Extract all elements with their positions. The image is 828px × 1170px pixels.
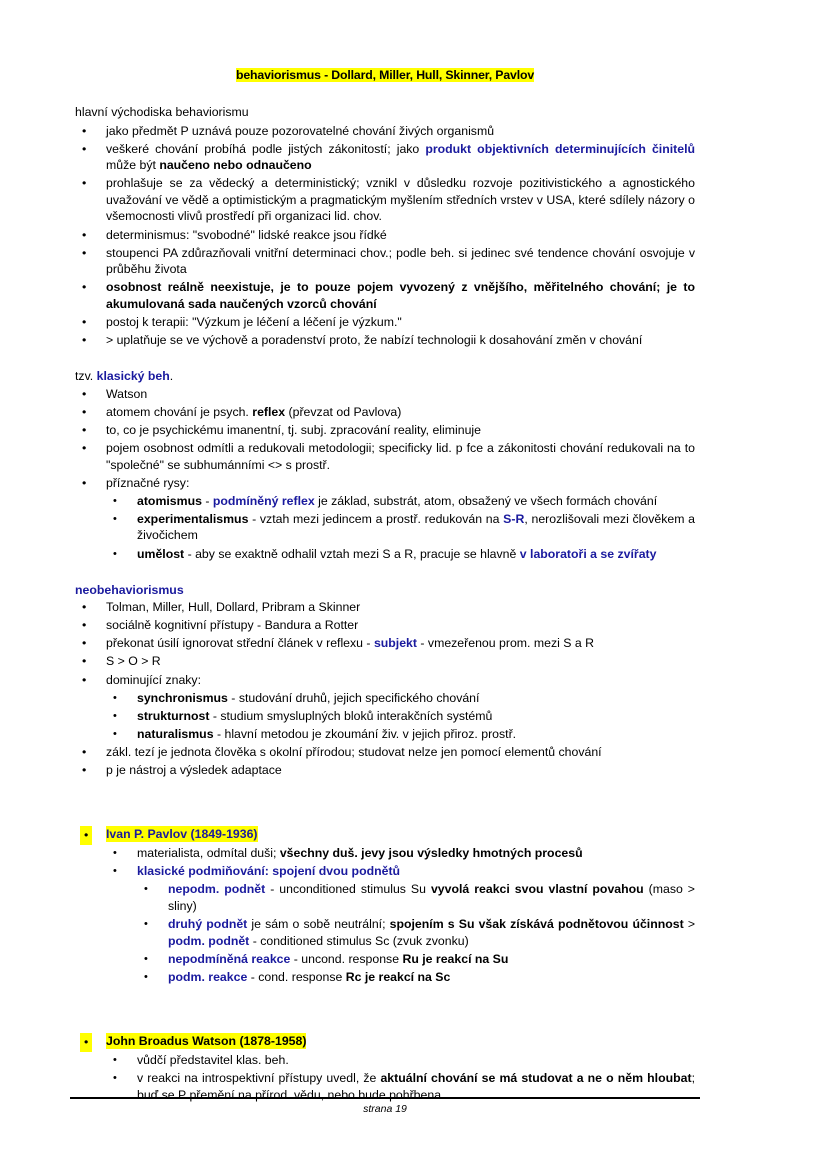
text-run: > uplatňuje se ve výchově a poradenství proto, že nabízí technologii k dosahování změn v chování (106, 333, 643, 348)
person-heading-watson-text: John Broadus Watson (1878-1958) (106, 1033, 307, 1048)
text-run: - (201, 493, 213, 508)
text-run: Rc je reakcí na Sc (345, 969, 451, 984)
bullet-icon: • (113, 1071, 117, 1084)
list-item (75, 617, 695, 634)
text-run: Watson (106, 386, 148, 401)
text-run: klasické podmiňování: spojení dvou podnětů (137, 864, 401, 879)
spacer (75, 780, 695, 806)
text-run: všechny duš. jevy jsou výsledky hmotných procesů (279, 846, 583, 861)
bullet-icon: • (82, 123, 87, 138)
document-content (75, 66, 695, 1105)
text-run: spojením s Su však získává podnětovou účinnost (389, 916, 684, 931)
bullet-icon: • (82, 422, 87, 437)
bullet-icon: • (82, 333, 87, 348)
bullet-icon: • (113, 847, 117, 860)
bullet-icon: • (82, 227, 87, 242)
text-run: je základ, substrát, atom, obsažený ve všech formách chování (314, 493, 658, 508)
text-run: - studium smysluplných bloků interakčních systémů (209, 708, 493, 723)
text-run: - uncond. response (290, 951, 403, 966)
bullet-icon: • (80, 1033, 92, 1052)
text-run: strukturnost (137, 708, 210, 723)
bullet-icon: • (113, 512, 117, 525)
text-run: pojem osobnost odmítli a redukovali metodologii; specificky lid. p fce a zákonitosti chování redukovali na to "společné" se subhumánními <> s prostř. (106, 441, 695, 472)
list-item (75, 672, 695, 689)
text-run: > (683, 916, 696, 931)
text-run: synchronismus (137, 690, 228, 705)
text-run: druhý podnět (168, 916, 248, 931)
list-item (137, 951, 695, 968)
klasicky-bullet-list (75, 386, 695, 492)
page-number-label: strana 19 (363, 1103, 407, 1115)
section-heading-klasicky (75, 368, 695, 385)
text-run: ; buď se P přemění na přírod. vědu, nebo bude pohřbena (137, 1070, 695, 1102)
text-run: stoupenci PA zdůrazňovali vnitřní determinaci chov.; podle beh. si jedinec své tendence chování osvojuje v průběhu života (106, 245, 695, 277)
text-run: může být (106, 158, 160, 173)
bullet-icon: • (144, 970, 148, 983)
list-item (75, 653, 695, 670)
text-run: atomem chování je psych. (106, 404, 253, 419)
text-run: nepodm. podnět (168, 882, 266, 897)
text-run: - studování druhů, jejich specifického chování (227, 690, 480, 705)
text-run: materialista, odmítal duši; (137, 846, 280, 861)
bullet-icon: • (113, 1053, 117, 1066)
spacer (75, 564, 695, 582)
list-item (75, 123, 695, 140)
text-run: sociálně kognitivní přístupy - Bandura a Rotter (106, 618, 359, 633)
list-item (75, 422, 695, 439)
text-run: jako předmět P uznává pouze pozorovatelné chování živých organismů (106, 123, 495, 138)
bullet-icon: • (82, 654, 87, 669)
text-run: prohlašuje se za vědecký a deterministický; vznikl v důsledku rozvoje pozitivistického a agnostického uvažování ve vědě a optimistickým a pragmatickým myšlením středních vrstev v USA, které sdílely názory o všemocnosti vlivů prostředí při organizaci lid. chov. (106, 176, 695, 224)
text-run: - aby se exaktně odhalil vztah mezi S a R, pracuje se hlavně (184, 546, 520, 561)
bullet-icon: • (82, 763, 87, 777)
text-run: umělost (137, 546, 185, 561)
text-run: vůdčí představitel klas. beh. (137, 1052, 289, 1067)
list-item (106, 726, 695, 743)
list-item (106, 845, 695, 862)
text-run: podmíněný reflex (212, 493, 315, 508)
text-run: dominující znaky: (106, 672, 202, 687)
text-run: - cond. response (247, 969, 346, 984)
list-item (75, 386, 695, 403)
bullet-icon: • (82, 636, 87, 651)
text-run: p je nástroj a výsledek adaptace (106, 763, 282, 777)
person-block-watson (75, 1033, 695, 1103)
spacer (75, 350, 695, 368)
bullet-icon: • (82, 441, 87, 455)
list-item (137, 969, 695, 986)
bullet-icon: • (82, 315, 87, 330)
text-run: Tolman, Miller, Hull, Dollard, Pribram a Skinner (106, 600, 361, 615)
bullet-icon: • (113, 709, 117, 722)
bullet-icon: • (113, 494, 117, 507)
pavlov-bullet-list (106, 845, 695, 880)
text-run: tzv. (75, 369, 97, 384)
list-item (75, 440, 695, 473)
text-run: veškeré chování probíhá podle jistých zákonitostí; jako (106, 141, 426, 156)
text-run: to, co je psychickému imanentní, tj. subj. zpracování reality, eliminuje (106, 422, 481, 437)
text-run: - conditioned stimulus Sc (zvuk zvonku) (249, 933, 469, 948)
text-run: v laboratoři a se zvířaty (519, 546, 657, 561)
bullet-icon: • (144, 883, 148, 896)
person-block-pavlov (75, 826, 695, 985)
list-item (75, 279, 695, 312)
main-lead-text: hlavní východiska behaviorismu (75, 105, 249, 119)
text-run: osobnost reálně neexistuje, je to pouze pojem vyvozený z vnějšího, měřitelného chování; je to akumulovaná sada naučených vzorců chování (106, 280, 695, 311)
text-run: - vmezeřenou prom. mezi S a R (417, 636, 594, 651)
list-item (137, 916, 695, 949)
klasicky-sub-bullet-list (106, 493, 695, 562)
text-run: postoj k terapii: "Výzkum je léčení a léčení je výzkum." (106, 315, 402, 330)
text-run: atomismus (137, 493, 202, 508)
text-run: naučeno nebo odnaučeno (159, 158, 312, 173)
list-item (106, 1052, 695, 1069)
bullet-icon: • (113, 547, 117, 560)
text-run: determinismus: "svobodné" lidské reakce jsou řídké (106, 227, 387, 242)
list-item (75, 332, 695, 349)
text-run: (maso > sliny) (168, 882, 695, 913)
pavlov-sub-bullet-list (137, 881, 695, 985)
bullet-icon: • (82, 386, 87, 401)
list-item (75, 599, 695, 616)
watson-bullet-list (106, 1052, 695, 1103)
bullet-icon: • (113, 865, 117, 878)
text-run: překonat úsilí ignorovat střední článek v reflexu - (106, 636, 374, 651)
text-run: - vztah mezi jedincem a prostř. redukován na (248, 511, 504, 526)
text-run: Ru je reakcí na Su (402, 951, 509, 966)
text-run: příznačné rysy: (106, 475, 190, 490)
page-footer (70, 1097, 700, 1115)
text-run: produkt objektivních determinujících činitelů (425, 141, 695, 156)
list-item (75, 762, 695, 779)
neo-tail-bullet-list (75, 744, 695, 779)
text-run: vyvolá reakci svou vlastní povahou (430, 882, 644, 897)
bullet-icon: • (82, 176, 87, 191)
list-item (75, 175, 695, 225)
bullet-icon: • (113, 727, 117, 740)
text-run: S > O > R (106, 654, 161, 669)
list-item (106, 511, 695, 544)
bullet-icon: • (82, 245, 87, 260)
page-title-text: behaviorismus - Dollard, Miller, Hull, Skinner, Pavlov (235, 68, 535, 82)
list-item (75, 404, 695, 421)
neo-bullet-list (75, 599, 695, 688)
list-item (75, 314, 695, 331)
text-run: - hlavní metodou je zkoumání živ. v jejich přiroz. prostř. (213, 726, 517, 741)
text-run: zákl. tezí je jednota člověka s okolní přírodou; studovat nelze jen pomocí elementů chování (106, 744, 602, 759)
bullet-icon: • (82, 280, 87, 295)
bullet-icon: • (82, 744, 87, 759)
footer-divider (70, 1097, 700, 1099)
text-run: , nerozlišovali mezi člověkem a živočichem (137, 511, 695, 543)
list-item (106, 690, 695, 707)
bullet-icon: • (82, 141, 87, 156)
bullet-icon: • (82, 600, 87, 615)
list-item (106, 546, 695, 563)
text-run: reflex (252, 404, 286, 419)
bullet-icon: • (144, 917, 148, 930)
list-item (106, 493, 695, 510)
list-item (137, 881, 695, 914)
text-run: - unconditioned stimulus Su (265, 882, 431, 897)
bullet-icon: • (144, 952, 148, 965)
text-run: klasický beh (96, 369, 170, 384)
list-item (75, 141, 695, 174)
text-run: podm. podnět (168, 933, 250, 948)
text-run: v reakci na introspektivní přístupy uvedl, že (137, 1070, 381, 1085)
text-run: S-R (503, 511, 525, 526)
text-run: . (169, 369, 174, 384)
text-run: subjekt (373, 636, 417, 651)
person-heading-pavlov-text: Ivan P. Pavlov (1849-1936) (106, 827, 258, 842)
text-run: (převzat od Pavlova) (285, 404, 402, 419)
bullet-icon: • (113, 691, 117, 704)
bullet-icon: • (82, 475, 87, 490)
main-bullet-list (75, 123, 695, 349)
list-item (75, 245, 695, 278)
bullet-icon: • (82, 618, 87, 633)
section-heading-neobehaviorismus (75, 582, 695, 599)
list-item (106, 863, 695, 880)
bullet-icon: • (82, 672, 87, 687)
section-heading-neobehaviorismus-text: neobehaviorismus (75, 582, 184, 597)
text-run: nepodmíněná reakce (168, 951, 291, 966)
list-item (75, 475, 695, 492)
text-run: podm. reakce (168, 969, 248, 984)
bullet-icon: • (80, 826, 92, 845)
bullet-icon: • (82, 404, 87, 419)
list-item (75, 227, 695, 244)
spacer (75, 987, 695, 1013)
list-item (106, 708, 695, 725)
list-item (75, 635, 695, 652)
person-heading-watson (75, 1033, 695, 1050)
text-run: naturalismus (137, 726, 214, 741)
person-heading-pavlov (75, 826, 695, 843)
neo-sub-bullet-list (106, 690, 695, 743)
text-run: aktuální chování se má studovat a ne o něm hloubat (380, 1070, 692, 1085)
list-item (75, 744, 695, 761)
text-run: experimentalismus (137, 511, 249, 526)
page-title (75, 66, 695, 84)
text-run: je sám o sobě neutrální; (247, 916, 390, 931)
